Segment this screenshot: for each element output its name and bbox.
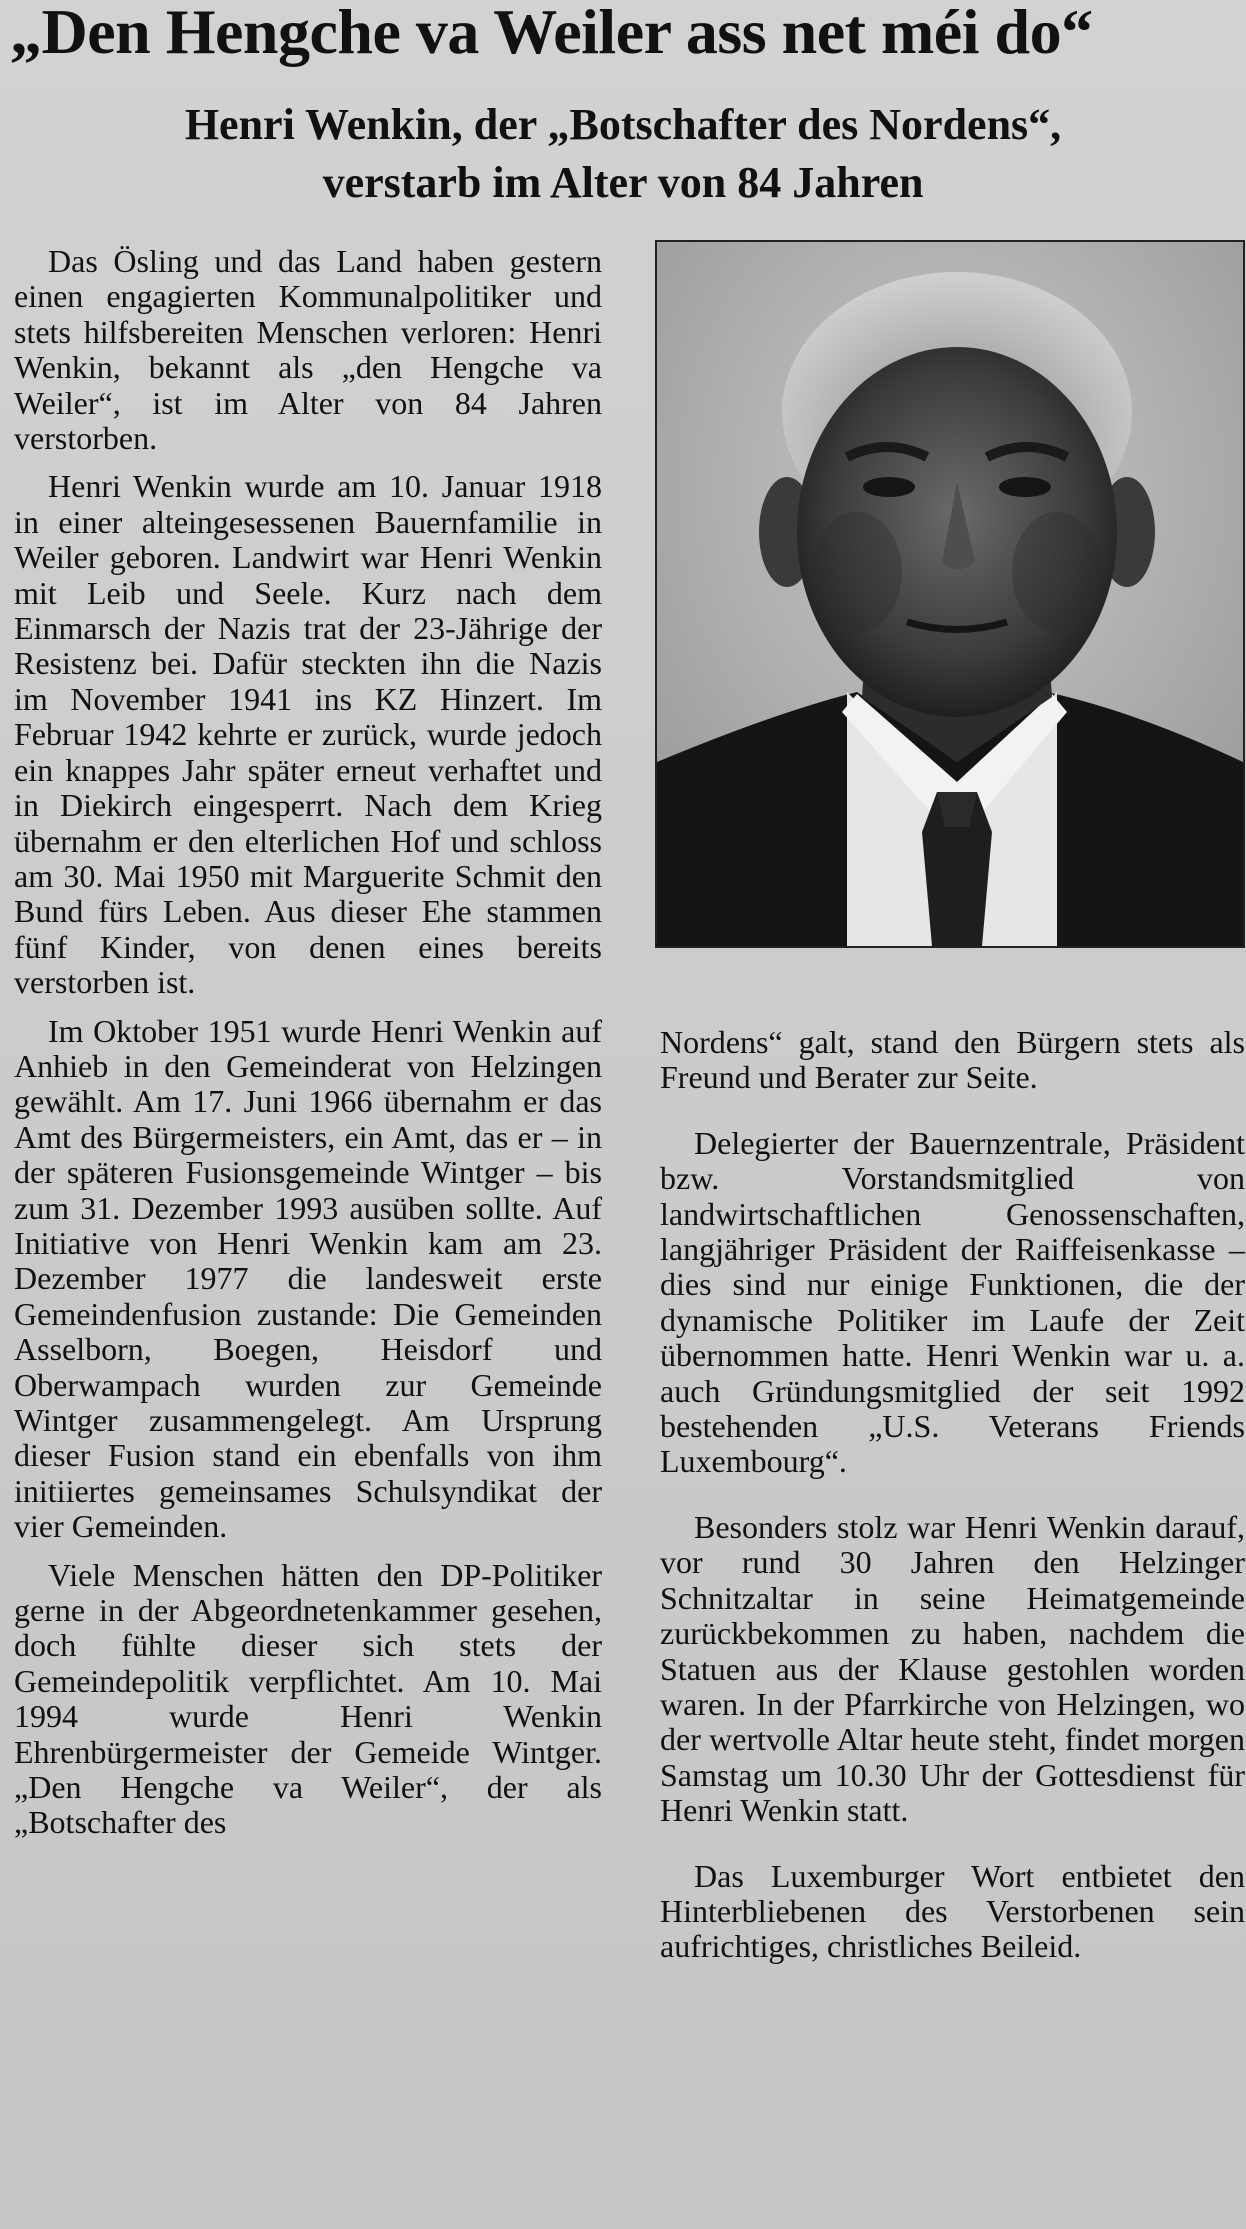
subheadline [0, 96, 1246, 212]
paragraph: Das Ösling und das Land haben gestern einen engagierten Kommunalpolitiker und stets hilfsbereiten Menschen verloren: Henri Wenkin, bekannt als „den Hengche va Weiler“, ist im Alter von 84 Jahren verstorben. [14, 243, 602, 457]
paragraph: Im Oktober 1951 wurde Henri Wenkin auf Anhieb in den Gemeinderat von Helzingen gewählt. Am 17. Juni 1966 übernahm er das Amt des Bürgermeisters, ein Amt, das er – in der späteren Fusionsgemeinde Wintger – bis zum 31. Dezember 1993 ausüben sollte. Auf Initiative von Henri Wenkin kam am 23. Dezember 1977 die landesweit erste Gemeindenfusion zustande: Die Gemeinden Asselborn, Boegen, Heisdorf und Oberwampach wurden zur Gemeinde Wintger zusammengelegt. Am Ursprung dieser Fusion stand ein ebenfalls von ihm initiiertes gemeinsames Schulsyndikat der vier Gemeinden. [14, 1012, 602, 1545]
paragraph: Besonders stolz war Henri Wenkin darauf, vor rund 30 Jahren den Helzinger Schnitzaltar in seine Heimatgemeinde zurückbekommen zu haben, nachdem die Statuen aus der Klause gestohlen worden waren. In der Pfarrkirche von Helzingen, wo der wertvolle Altar heute steht, findet morgen Samstag um 10.30 Uhr der Gottesdienst für Henri Wenkin statt. [660, 1508, 1245, 1829]
headline: „Den Hengche va Weiler ass net méi do“ [10, 0, 1093, 67]
subheadline-line-2: verstarb im Alter von 84 Jahren [322, 158, 924, 207]
paragraph: Delegierter der Bauernzentrale, Präsident bzw. Vorstandsmitglied von landwirtschaftlichen Genossenschaften, langjähriger Präsident der Raiffeisenkasse – dies sind nur einige Funktionen, die der dynamische Politiker im Laufe der Zeit übernommen hatte. Henri Wenkin war u. a. auch Gründungsmitglied der seit 1992 bestehenden „U.S. Veterans Friends Luxembourg“. [660, 1124, 1245, 1480]
subheadline-line-1: Henri Wenkin, der „Botschafter des Nordens“, [184, 100, 1062, 149]
paragraph: Viele Menschen hätten den DP-Politiker gerne in der Abgeordnetenkammer gesehen, doch fühlte dieser sich stets der Gemeindepolitik verpflichtet. Am 10. Mai 1994 wurde Henri Wenkin Ehrenbürgermeister der Gemeide Wintger. „Den Hengche va Weiler“, der als „Botschafter des [14, 1556, 602, 1841]
paragraph: Henri Wenkin wurde am 10. Januar 1918 in einer alteingesessenen Bauernfamilie in Weiler geboren. Landwirt war Henri Wenkin mit Leib und Seele. Kurz nach dem Einmarsch der Nazis trat der 23-Jährige der Resistenz bei. Dafür steckten ihn die Nazis im November 1941 ins KZ Hinzert. Im Februar 1942 kehrte er zurück, wurde jedoch ein knappes Jahr später erneut verhaftet und in Diekirch eingesperrt. Nach dem Krieg übernahm er den elterlichen Hof und schloss am 30. Mai 1950 mit Marguerite Schmit den Bund fürs Leben. Aus dieser Ehe stammen fünf Kinder, von denen eines bereits verstorben ist. [14, 468, 602, 1001]
paragraph: Nordens“ galt, stand den Bürgern stets als Freund und Berater zur Seite. [660, 1024, 1245, 1096]
paragraph: Das Luxemburger Wort entbietet den Hinterbliebenen des Verstorbenen sein aufrichtiges, christliches Beileid. [660, 1857, 1245, 1965]
right-column [660, 1025, 1245, 1995]
portrait-photo [655, 240, 1245, 948]
portrait-photo-icon [657, 242, 1243, 946]
left-column [14, 244, 602, 1854]
